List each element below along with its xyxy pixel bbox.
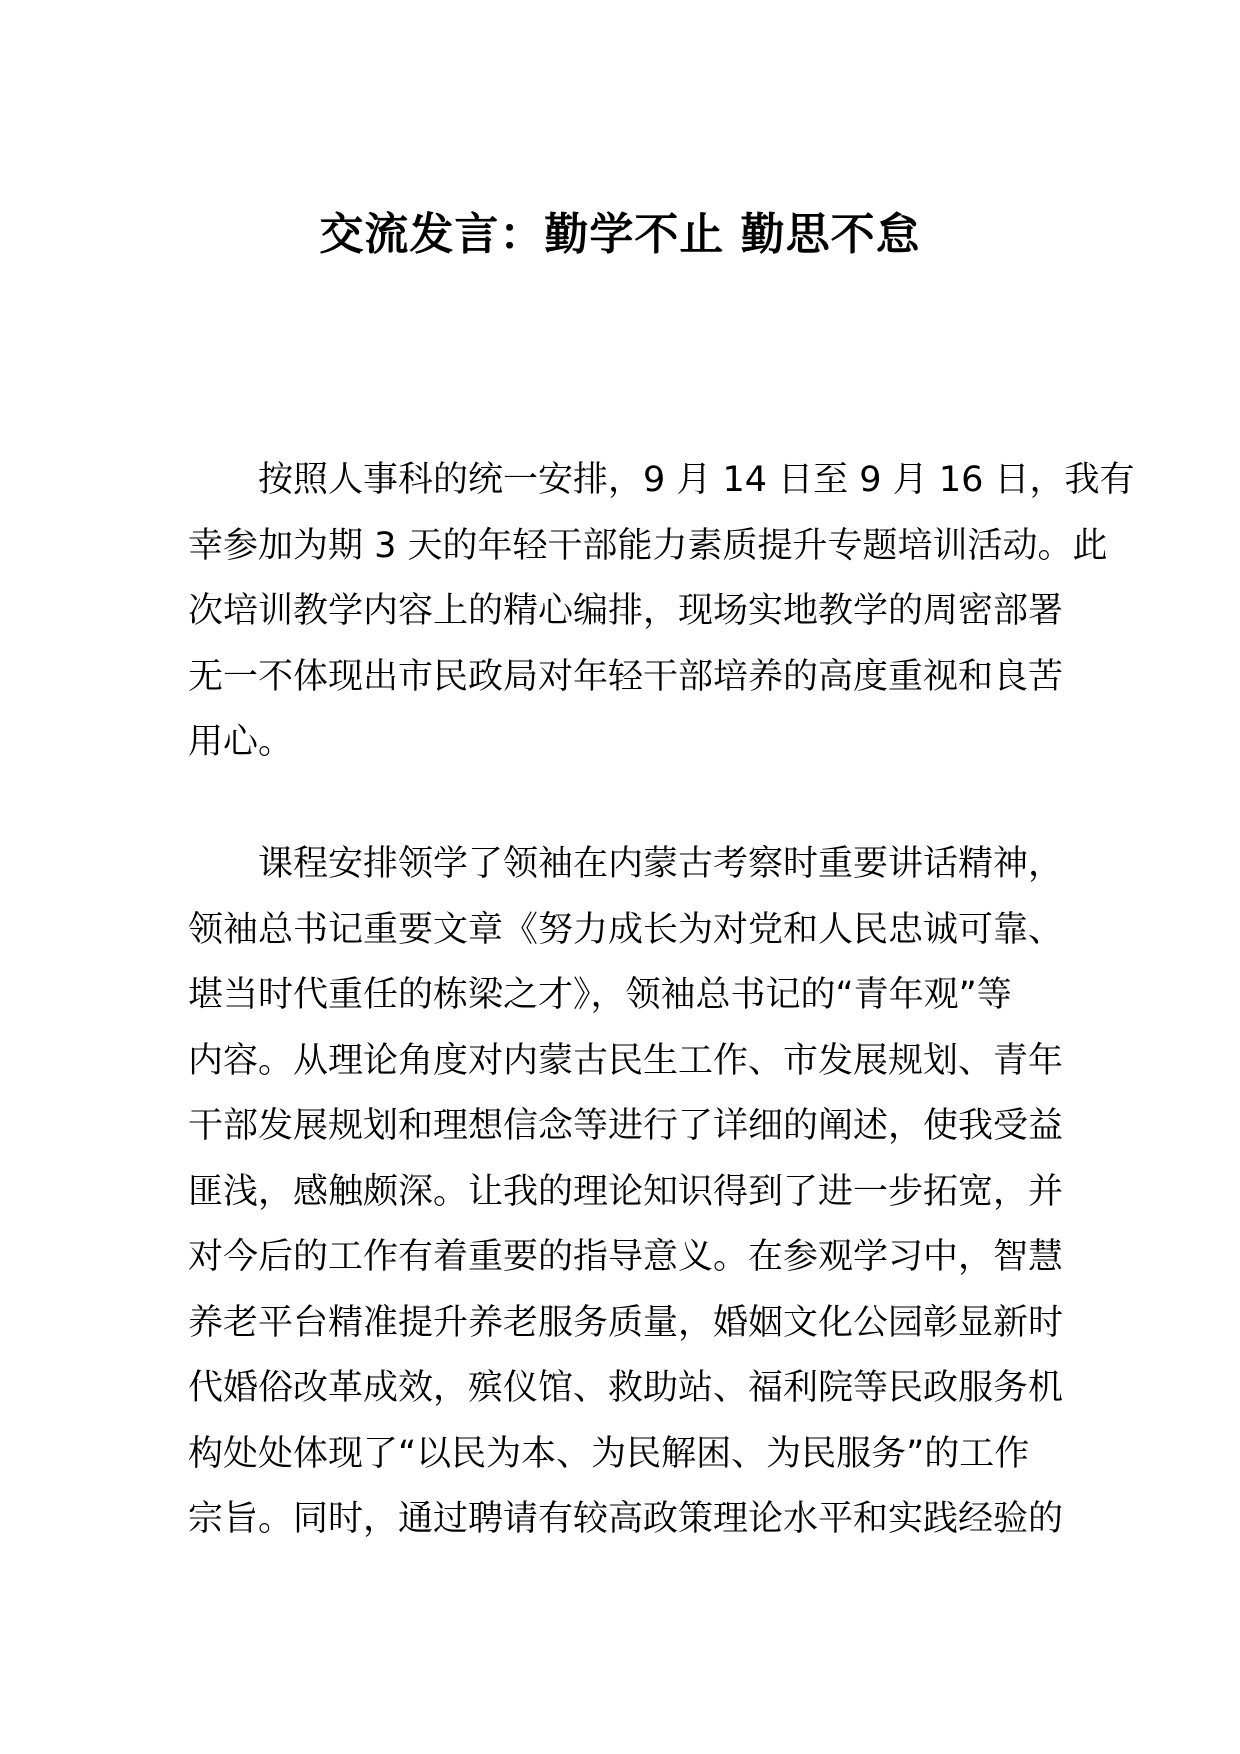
document-title: 交流发言：勤学不止 勤思不怠 <box>319 209 921 260</box>
paragraph-line: 对今后的工作有着重要的指导意义。在参观学习中，智慧 <box>188 1237 1064 1277</box>
paragraph-line: 堪当时代重任的栋梁之才》，领袖总书记的“青年观”等 <box>188 975 1012 1015</box>
paragraph-line: 养老平台精准提升养老服务质量，婚姻文化公园彰显新时 <box>188 1302 1064 1343</box>
paragraph-line: 按照人事科的统一安排，9 月 14 日至 9 月 16 日，我有 <box>258 460 1135 500</box>
paragraph-line: 宗旨。同时，通过聘请有较高政策理论水平和实践经验的 <box>188 1499 1064 1539</box>
paragraph-line: 代婚俗改革成效，殡仪馆、救助站、福利院等民政服务机 <box>188 1368 1064 1408</box>
paragraph-line: 匪浅，感触颇深。让我的理论知识得到了进一步拓宽，并 <box>188 1171 1064 1212</box>
paragraph-line: 构处处体现了“以民为本、为民解困、为民服务”的工作 <box>188 1433 1030 1474</box>
paragraph-line: 次培训教学内容上的精心编排，现场实地教学的周密部署 <box>188 591 1064 631</box>
paragraph-1 <box>188 448 1135 776</box>
paragraph-line: 内容。从理论角度对内蒙古民生工作、市发展规划、青年 <box>188 1040 1064 1081</box>
paragraph-line: 干部发展规划和理想信念等进行了详细的阐述，使我受益 <box>188 1106 1064 1146</box>
paragraph-line: 用心。 <box>188 722 294 762</box>
paragraph-line: 课程安排领学了领袖在内蒙古考察时重要讲话精神， <box>258 844 1064 884</box>
paragraph-line: 无一不体现出市民政局对年轻干部培养的高度重视和良苦 <box>188 656 1064 697</box>
paragraph-2 <box>188 832 1064 1553</box>
paragraph-line: 领袖总书记重要文章《努力成长为对党和人民忠诚可靠、 <box>188 909 1064 950</box>
paragraph-line: 幸参加为期 3 天的年轻干部能力素质提升专题培训活动。此 <box>188 525 1108 566</box>
